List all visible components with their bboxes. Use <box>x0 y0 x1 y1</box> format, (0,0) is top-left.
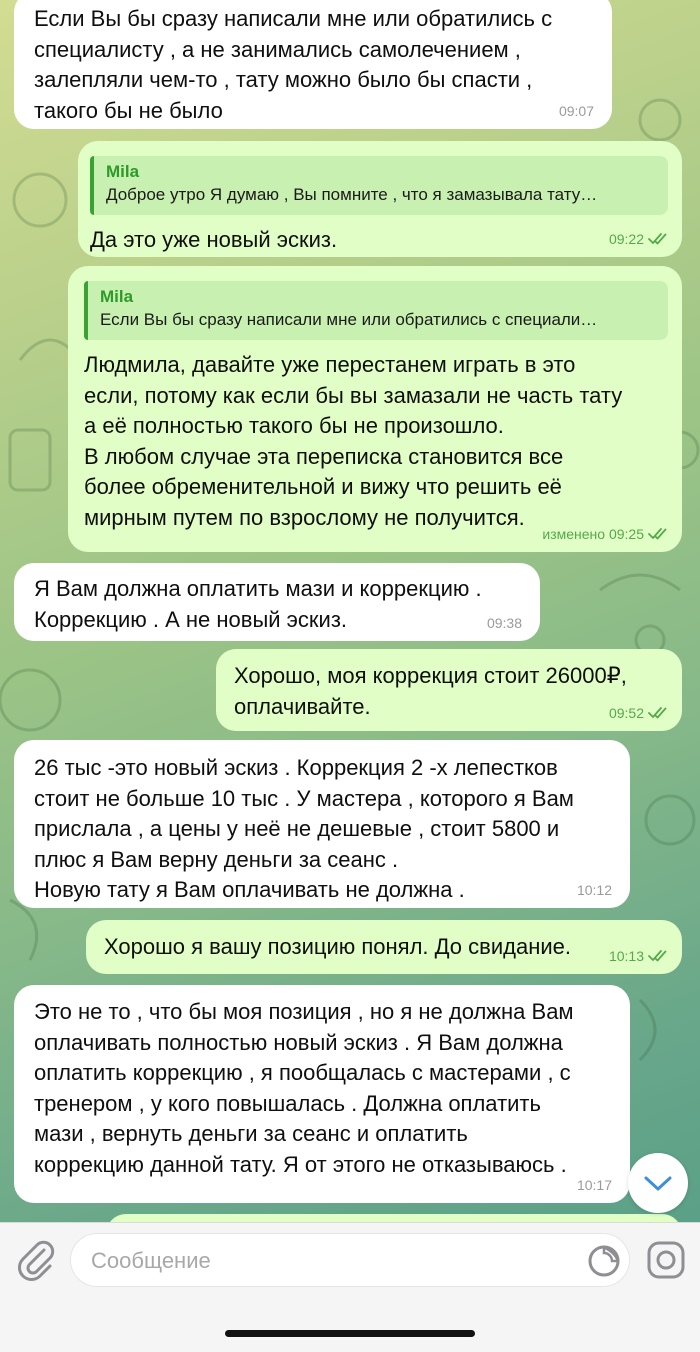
message-text: Это не то , что бы моя позиция , но я не должна Вам оплачивать полностью новый эскиз . Я Вам должна оплатить коррекцию , я пообщалась с мастерами , с тренером , у кого повышалась . Должна оплатить мази , вернуть деньги за сеанс и оплатить коррекцию данной тату. Я от этого не отказываюсь . <box>34 999 574 1177</box>
message-text: Да это уже новый эскиз. <box>90 227 338 252</box>
message-text: 26 тыс -это новый эскиз . Коррекция 2 -х лепестков стоит не больше 10 тыс . У мастера , которого я Вам прислала , а цены у неё не дешевые , стоит 5800 и плюс я Вам верну деньги за сеанс . Новую тату я Вам оплачивать не должна . <box>34 755 574 902</box>
reply-quote[interactable] <box>90 156 668 215</box>
message-text: Хорошо, моя коррекция стоит 26000₽, оплачивайте. <box>234 663 627 719</box>
message-outgoing[interactable] <box>78 141 682 257</box>
chevron-down-icon <box>643 1173 673 1193</box>
message-incoming[interactable] <box>14 0 612 129</box>
message-time: 09:22 <box>608 231 644 247</box>
message-input[interactable] <box>89 1244 573 1278</box>
message-field[interactable] <box>70 1233 630 1287</box>
double-check-icon <box>648 950 668 962</box>
message-input-bar <box>0 1222 700 1352</box>
message-time-status <box>609 948 668 964</box>
message-time: изменено 09:25 <box>542 526 644 542</box>
paperclip-icon[interactable] <box>14 1238 58 1282</box>
message-time-status <box>542 526 668 542</box>
message-time: 10:12 <box>576 882 612 898</box>
message-incoming[interactable] <box>14 563 540 641</box>
reply-preview: Доброе утро Я думаю , Вы помните , что я замазывала тату… <box>106 185 598 204</box>
scroll-to-bottom-button[interactable] <box>628 1153 688 1213</box>
message-outgoing[interactable] <box>216 649 682 731</box>
message-time-status <box>609 705 668 721</box>
message-text: Если Вы бы сразу написали мне или обратились с специалисту , а не занимались самолечением , залепляли чем-то , тату можно было бы спасти , такого бы не было <box>34 6 553 123</box>
message-outgoing-partial[interactable] <box>106 1214 682 1222</box>
message-outgoing[interactable] <box>86 920 682 974</box>
message-incoming[interactable] <box>14 985 630 1203</box>
message-time: 09:38 <box>486 615 522 631</box>
message-time-status <box>609 231 668 247</box>
message-text: Хорошо я вашу позицию понял. До свидание. <box>104 934 571 959</box>
double-check-icon <box>648 707 668 719</box>
reply-author: Mila <box>100 287 134 306</box>
message-time: 09:07 <box>558 103 594 119</box>
camera-icon[interactable] <box>644 1238 688 1282</box>
message-time: 10:13 <box>608 948 644 964</box>
reply-quote[interactable] <box>84 281 668 340</box>
reply-author: Mila <box>106 162 140 181</box>
message-text: Людмила, давайте уже перестанем играть в это если, потому как если бы вы замазали не часть тату а её полностью такого бы не произошло. В любом случае эта переписка становится все более обременительной и вижу что решить её мирным путем по взрослому не получится. <box>84 352 623 530</box>
double-check-icon <box>648 233 668 245</box>
reply-preview: Если Вы бы сразу написали мне или обратились с специали… <box>100 310 598 329</box>
message-time: 10:17 <box>576 1177 612 1193</box>
double-check-icon <box>648 528 668 540</box>
message-text: Я Вам должна оплатить мази и коррекцию . Коррекцию . А не новый эскиз. <box>34 576 482 632</box>
home-indicator <box>225 1330 475 1337</box>
message-time: 09:52 <box>608 705 644 721</box>
sticker-icon[interactable] <box>586 1243 622 1279</box>
message-incoming[interactable] <box>14 740 630 908</box>
message-outgoing[interactable] <box>68 266 682 552</box>
